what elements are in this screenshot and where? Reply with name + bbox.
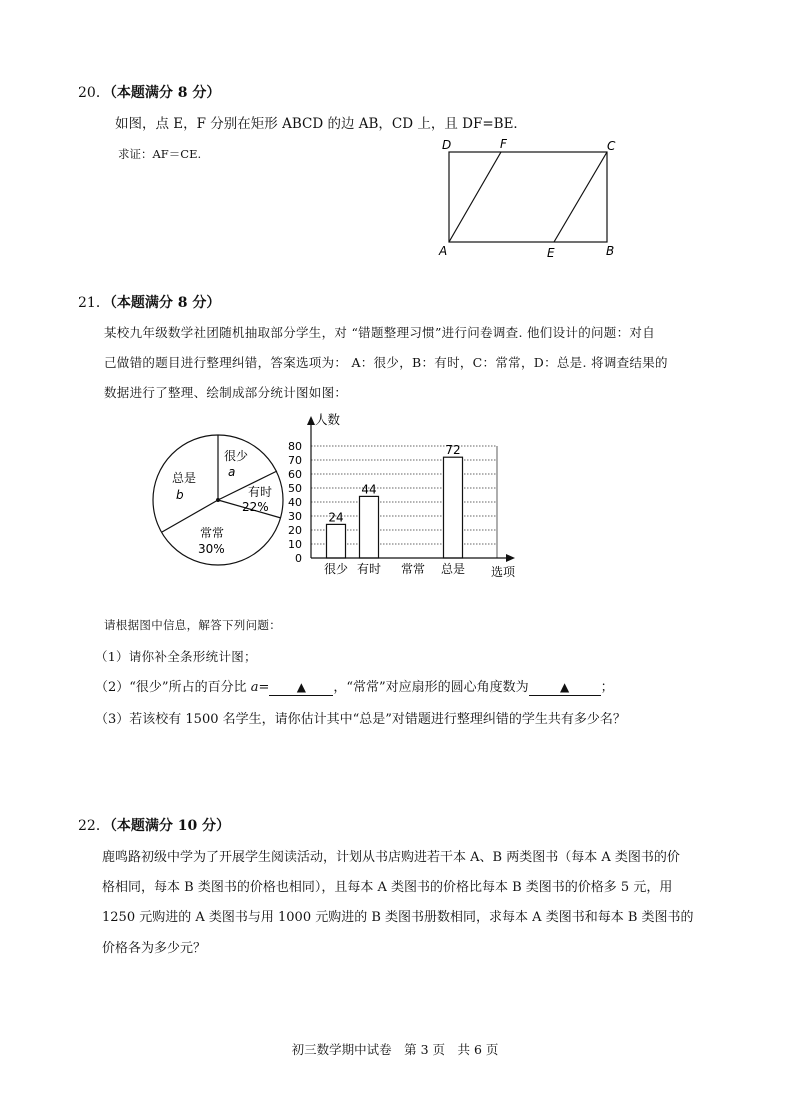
q21-score: （本题满分 8 分） — [109, 295, 221, 311]
q22-line1: 鹿鸣路初级中学为了开展学生阅读活动，计划从书店购进若干本 A、B 两类图书（每本 A 类图书的价 — [102, 850, 680, 865]
y-tick-label: 40 — [288, 496, 302, 509]
bar — [444, 457, 463, 558]
q21-line2: 己做错的题目进行整理纠错，答案选项为： A：很少，B：有时，C：常常，D：总是. 将调查结果的 — [104, 355, 668, 370]
pie-label-changchang: 常常 — [200, 526, 225, 540]
pie-value-b: b — [176, 488, 184, 502]
x-category-label: 有时 — [356, 562, 382, 576]
pie-label-henshao: 很少 — [224, 449, 249, 463]
q21-sub2-end: ； — [600, 680, 614, 695]
y-tick-label: 50 — [288, 482, 302, 495]
q20-stem: 如图，点 E，F 分别在矩形 ABCD 的边 AB，CD 上，且 DF=BE． — [115, 116, 527, 132]
q22-line3: 1250 元购进的 A 类图书与用 1000 元购进的 B 类图书册数相同，求每本 A 类图书和每本 B 类图书的 — [102, 910, 694, 925]
bar-value-label: 24 — [328, 510, 344, 525]
q20-rectangle-figure — [430, 135, 630, 265]
pie-value-30: 30% — [198, 542, 225, 556]
q21-line3: 数据进行了整理、绘制成部分统计图如图： — [104, 385, 348, 400]
y-tick-label: 30 — [288, 510, 302, 523]
bar — [327, 524, 346, 558]
label-a: A — [439, 244, 448, 258]
y-tick-label: 70 — [288, 454, 302, 467]
q21-header — [78, 292, 220, 312]
label-f: F — [500, 137, 507, 151]
pie-label-youshi: 有时 — [248, 485, 273, 499]
q22-header — [78, 815, 230, 835]
label-e: E — [547, 246, 555, 260]
x-axis-label: 选项 — [491, 565, 516, 579]
y-tick-label: 0 — [295, 552, 302, 565]
y-tick-label: 80 — [288, 440, 302, 453]
q21-line1: 某校九年级数学社团随机抽取部分学生，对 “错题整理习惯”进行问卷调查. 他们设计的问题：对自 — [104, 325, 656, 340]
x-category-label: 很少 — [323, 562, 349, 576]
x-axis-arrow — [506, 554, 515, 562]
pie-center — [216, 498, 220, 502]
q21-sub2-eq: = — [258, 680, 270, 695]
q21-blank-a[interactable]: ▲ — [269, 680, 333, 696]
x-category-label: 常常 — [400, 562, 426, 576]
q21-sub1: （1）请你补全条形统计图； — [95, 649, 257, 664]
q21-sub3: （3）若该校有 1500 名学生，请你估计其中“总是”对错题进行整理纠错的学生共有多少名？ — [95, 712, 626, 727]
q22-number: 22． — [78, 818, 110, 834]
q21-number: 21． — [78, 295, 110, 311]
label-b: B — [606, 244, 615, 258]
y-tick-label: 60 — [288, 468, 302, 481]
q20-number: 20． — [78, 85, 110, 101]
segment-af — [449, 152, 501, 242]
q21-blank-angle[interactable]: ▲ — [529, 680, 601, 696]
rectangle-abcd — [449, 152, 607, 242]
pie-chart — [148, 428, 298, 578]
bar-bars — [327, 443, 463, 558]
bar — [360, 496, 379, 558]
q22-score: （本题满分 10 分） — [109, 818, 231, 834]
q20-score: （本题满分 8 分） — [109, 85, 221, 101]
y-tick-label: 20 — [288, 524, 302, 537]
bar-y-ticks — [288, 440, 302, 565]
pie-value-a: a — [228, 465, 236, 479]
q21-sub2-text-a: （2）“很少”所占的百分比 — [95, 680, 251, 695]
q20-header — [78, 82, 220, 102]
page-footer: 初三数学期中试卷 第 3 页 共 6 页 — [291, 1042, 499, 1057]
q21-sub2 — [95, 676, 614, 696]
q22-line4: 价格各为多少元？ — [102, 941, 207, 956]
label-c: C — [607, 139, 616, 153]
x-category-label: 总是 — [440, 562, 466, 576]
y-axis-label: 人数 — [315, 412, 341, 427]
bar-categories — [324, 561, 465, 576]
q21-prompt: 请根据图中信息，解答下列问题： — [104, 618, 281, 632]
pie-label-zongshi: 总是 — [172, 471, 197, 485]
q20-prove: 求证：AF＝CE. — [118, 147, 202, 161]
q21-sub2-text-b: ，“常常”对应扇形的圆心角度数为 — [333, 680, 529, 695]
bar-value-label: 44 — [361, 482, 377, 497]
y-tick-label: 10 — [288, 538, 302, 551]
segment-ce — [554, 152, 607, 242]
bar-value-label: 72 — [445, 443, 461, 458]
bar-chart — [285, 410, 525, 582]
pie-value-22: 22% — [242, 500, 269, 514]
y-axis-arrow — [307, 416, 315, 425]
label-d: D — [442, 138, 452, 152]
q22-line2: 格相同，每本 B 类图书的价格也相同），且每本 A 类图书的价格比每本 B 类图书的价格多 5 元，用 — [102, 880, 673, 895]
q21-sub2-var: a — [250, 680, 259, 695]
